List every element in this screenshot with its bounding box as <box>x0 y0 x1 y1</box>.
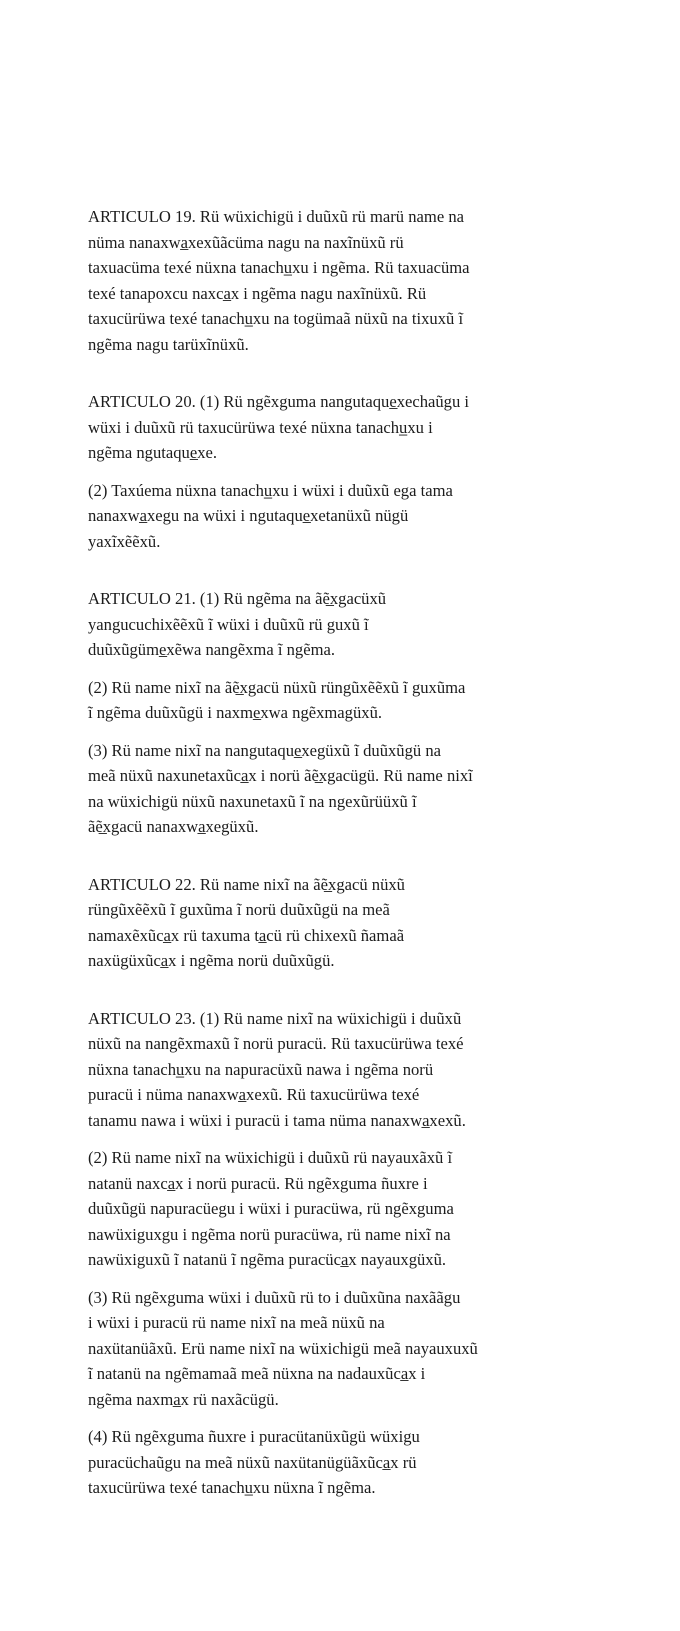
text-line: puracüchaũgu na meã nüxũ naxütanügüãxũca̲x rü <box>88 1452 417 1472</box>
text-line: i wüxi i puracü rü name nixĩ na meã nüxũ na <box>88 1313 385 1332</box>
text-line: taxuacüma texé nüxna tanachu̲xu i ngẽma. Rü taxuacüma <box>88 258 470 277</box>
text-line: (3) Rü ngẽxguma wüxi i duũxũ rü to i duũxũna naxããgu <box>88 1287 461 1307</box>
text-line: ngẽma naxma̲x rü naxãcügü. <box>88 1389 279 1409</box>
article-paragraph <box>88 872 648 974</box>
text-line: (4) Rü ngẽxguma ñuxre i puracütanüxũgü wüxigu <box>88 1427 420 1446</box>
text-line: taxucürüwa texé tanachu̲xu nüxna ĩ ngẽma. <box>88 1478 376 1497</box>
subsection-paragraph <box>88 675 648 726</box>
text-line: (2) Rü name nixĩ na ãẽ̲xgacü nüxũ rüngũxẽẽxũ ĩ guxũma <box>88 677 466 697</box>
paragraph-gap <box>88 1273 648 1285</box>
text-line: nawüxiguxũ ĩ natanü ĩ ngẽma puracüca̲x nayauxgüxũ. <box>88 1250 447 1269</box>
text-line: ĩ ngẽma duũxũgü i naxme̲xwa ngẽxmagüxũ. <box>88 703 383 722</box>
paragraph-gap <box>88 466 648 478</box>
text-line: naxügüxũca̲x i ngẽma norü duũxũgü. <box>88 951 335 970</box>
paragraph-gap <box>88 1412 648 1424</box>
text-line: ngẽma ngutaque̲xe. <box>88 443 218 462</box>
paragraph-gap <box>88 726 648 738</box>
subsection-paragraph <box>88 738 648 840</box>
text-line: taxucürüwa texé tanachu̲xu na togümaã nüxũ na tixuxũ ĩ <box>88 309 464 328</box>
text-line: naxütanüãxũ. Erü name nixĩ na wüxichigü meã nayauxuxũ <box>88 1338 478 1358</box>
paragraph-gap <box>88 554 648 586</box>
subsection-paragraph <box>88 1424 648 1501</box>
text-line: (2) Rü name nixĩ na wüxichigü i duũxũ rü nayauxãxũ ĩ <box>88 1148 453 1167</box>
text-line: nüma nanaxwa̲xexũãcüma nagu na naxĩnüxũ rü <box>88 232 404 252</box>
text-line: (3) Rü name nixĩ na nangutaque̲xegüxũ ĩ duũxũgü na <box>88 740 441 760</box>
paragraph-gap <box>88 357 648 389</box>
text-line: ARTICULO 19. Rü wüxichigü i duũxũ rü marü name na <box>88 207 464 226</box>
text-line: texé tanapoxcu naxca̲x i ngẽma nagu naxĩnüxũ. Rü <box>88 283 427 303</box>
text-line: duũxũgü napuracüegu i wüxi i puracüwa, rü ngẽxguma <box>88 1199 454 1218</box>
article-paragraph <box>88 586 648 663</box>
paragraph-gap <box>88 1133 648 1145</box>
subsection-paragraph <box>88 478 648 555</box>
text-line: yangucuchixẽẽxũ ĩ wüxi i duũxũ rü guxũ ĩ <box>88 614 369 634</box>
text-line: nüxna tanachu̲xu na napuracüxũ nawa i ngẽma norü <box>88 1059 434 1079</box>
subsection-paragraph <box>88 1145 648 1273</box>
text-line: wüxi i duũxũ rü taxucürüwa texé nüxna tanachu̲xu i <box>88 417 433 437</box>
article-paragraph <box>88 389 648 466</box>
text-line: na wüxichigü nüxũ naxunetaxũ ĩ na ngexũrüüxũ ĩ <box>88 791 417 811</box>
document-body <box>88 204 648 1501</box>
text-line: ãẽ̲xgacü nanaxwa̲xegüxũ. <box>88 817 259 836</box>
text-line: nüxũ na nangẽxmaxũ ĩ norü puracü. Rü taxucürüwa texé <box>88 1034 464 1053</box>
text-line: ARTICULO 21. (1) Rü ngẽma na ãẽ̲xgacüxũ <box>88 589 387 608</box>
text-line: nawüxiguxgu i ngẽma norü puracüwa, rü name nixĩ na <box>88 1224 451 1244</box>
subsection-paragraph <box>88 1285 648 1413</box>
text-line: ĩ natanü na ngẽmamaã meã nüxna na nadauxũca̲x i <box>88 1364 426 1383</box>
paragraph-gap <box>88 840 648 872</box>
text-line: ARTICULO 22. Rü name nixĩ na ãẽ̲xgacü nüxũ <box>88 874 405 894</box>
text-line: natanü naxca̲x i norü puracü. Rü ngẽxguma ñuxre i <box>88 1173 428 1193</box>
text-line: ARTICULO 20. (1) Rü ngẽxguma nangutaque̲xechaũgu i <box>88 392 470 411</box>
article-paragraph <box>88 204 648 357</box>
text-line: namaxẽxũca̲x rü taxuma ta̲cü rü chixexũ ñamaã <box>88 925 405 945</box>
paragraph-gap <box>88 663 648 675</box>
text-line: meã nüxũ naxunetaxũca̲x i norü ãẽ̲xgacügü. Rü name nixĩ <box>88 766 473 785</box>
text-line: nanaxwa̲xegu na wüxi i ngutaque̲xetanüxũ nügü <box>88 506 409 525</box>
text-line: tanamu nawa i wüxi i puracü i tama nüma nanaxwa̲xexũ. <box>88 1110 466 1130</box>
text-line: (2) Taxúema nüxna tanachu̲xu i wüxi i duũxũ ega tama <box>88 480 453 500</box>
article-paragraph <box>88 1006 648 1134</box>
text-line: ngẽma nagu tarüxĩnüxũ. <box>88 334 249 354</box>
text-line: duũxũgüme̲xẽwa nangẽxma ĩ ngẽma. <box>88 640 335 659</box>
text-line: rüngũxẽẽxũ ĩ guxũma ĩ norü duũxũgü na meã <box>88 900 390 919</box>
text-line: ARTICULO 23. (1) Rü name nixĩ na wüxichigü i duũxũ <box>88 1008 462 1028</box>
text-line: puracü i nüma nanaxwa̲xexũ. Rü taxucürüwa texé <box>88 1085 420 1104</box>
paragraph-gap <box>88 974 648 1006</box>
text-line: yaxĩxẽẽxũ. <box>88 531 161 551</box>
